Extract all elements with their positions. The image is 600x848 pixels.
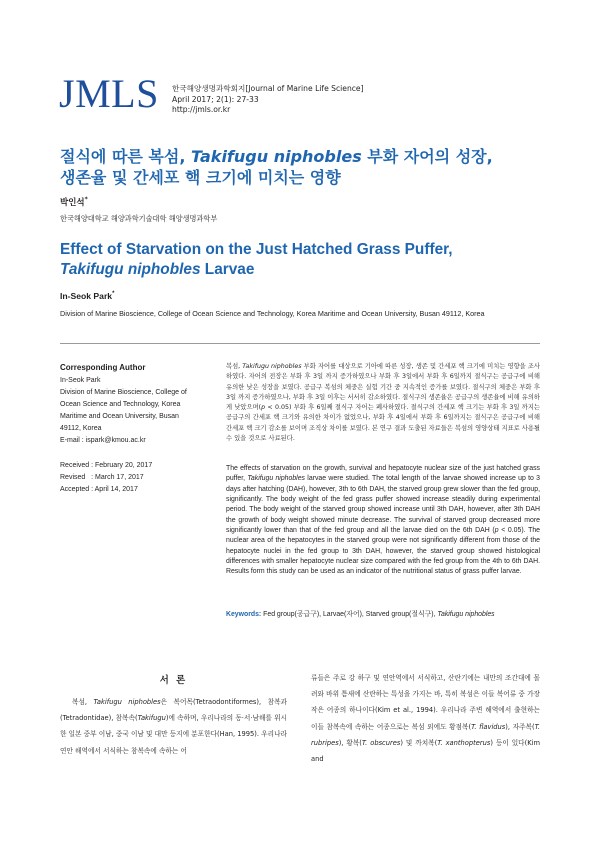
body-text: 복섬, bbox=[72, 698, 94, 706]
corr-line: Maritime and Ocean University, Busan bbox=[60, 413, 179, 420]
author-name: In-Seok Park bbox=[60, 291, 113, 301]
english-abstract bbox=[226, 464, 540, 578]
body-text: ) 및 까치복( bbox=[400, 738, 438, 747]
received-date: Received : February 20, 2017 bbox=[60, 462, 153, 469]
p-value-symbol: p bbox=[494, 527, 499, 535]
english-title-line1: Effect of Starvation on the Just Hatched Grass Puffer, bbox=[60, 241, 453, 258]
corr-line: In-Seok Park bbox=[60, 377, 101, 384]
species-name: Takifugu niphobles bbox=[242, 363, 302, 370]
corr-line: Division of Marine Bioscience, College of bbox=[60, 389, 187, 396]
body-text: 류들은 주로 강 하구 및 연안역에서 서식하고, 산란기에는 내만의 조간대에 몰려와 바위 틈새에 산란하는 특성을 가지는 바, 특히 복섬은 이들 복어류 중 가장 작은 어종의 하나이다(Kim et al., 1994). 우리나라 주변 해역에서 출현하는 이들 참복속에 속하는 어종으로는 복섬 외에도 황점복( bbox=[311, 674, 540, 731]
species-name: Takifugu niphobles bbox=[247, 475, 305, 483]
english-title-part: Larvae bbox=[200, 261, 255, 278]
korean-title-line2: 생존율 및 간세포 핵 크기에 미치는 영향 bbox=[60, 168, 341, 187]
corr-email[interactable]: E-mail : ispark@kmou.ac.kr bbox=[60, 437, 146, 444]
keywords-label: Keywords: bbox=[226, 611, 262, 618]
divider bbox=[60, 343, 540, 344]
body-text: )에 속하며, 우리나라의 동·서·남해를 위시한 일본 중부 이남, 중국 이남 및 대만 등지에 분포한다(Han, 1995). 우리나라 연안 해역에서 서식하는 참복속에 속하는 어 bbox=[60, 714, 287, 755]
abstract-text: 부화 자어를 대상으로 기아에 따른 성장, 생존 및 간세포 핵 크기에 미치는 영향을 조사하였다. 자어의 전장은 부화 후 3일 까지 증가하였으나 부화 후 3일에서 부화 후 6일까지 절식구는 공급구에 비해 유의한 낮은 성장을 보였다. 공급구 복섬의 체중은 실험 기간 중 지속적인 증가를 보였다. 절식구의 체중은 부화 후 3일 까지 증가하였으나, 부화 후 3일 이후는 서서히 감소하였다. 절식구의 생존율은 공급구의 생존율에 비해 유의하게 낮았으며( bbox=[226, 363, 541, 412]
author-name: 박인석 bbox=[60, 198, 85, 208]
english-title bbox=[60, 240, 540, 280]
journal-info bbox=[172, 84, 364, 116]
species-name: T. obscures bbox=[361, 738, 401, 747]
journal-name: 한국해양생명과학회지[Journal of Marine Life Science] bbox=[172, 84, 364, 93]
keywords-text: Fed group(공급구), Larvae(자어), Starved group(절식구), bbox=[261, 611, 438, 618]
korean-author bbox=[60, 196, 88, 208]
species-name: Takifugu niphobles bbox=[190, 147, 362, 166]
corr-line: 49112, Korea bbox=[60, 425, 102, 432]
abstract-text: < 0.05). The nuclear area of the hepatocytes in the starved group were not significantly different from those of the hepatocyte nuclei in the fed group to 3th DAH, however, the starved group showed histological differences with smaller hepatocyte nuclear size compared with the fed group from the 4th to 6th DAH. Results form this study can be used as an indicator of the nutritional status of grass puffer larvae. bbox=[226, 527, 540, 576]
author-mark: * bbox=[112, 291, 115, 298]
intro-column-right bbox=[311, 670, 540, 767]
section-heading: 서 론 bbox=[159, 675, 188, 686]
species-name: Takifugu niphobles bbox=[60, 261, 201, 278]
korean-abstract bbox=[226, 362, 540, 444]
korean-title bbox=[60, 146, 540, 188]
species-name: T. flavidus bbox=[471, 722, 506, 731]
abstract-text: 복섬, bbox=[226, 363, 243, 370]
dates-box bbox=[60, 460, 200, 496]
body-text: ), 자주복( bbox=[505, 722, 535, 731]
abstract-text: < 0.05) 부화 후 6일째 절식구 자어는 폐사하였다. 절식구의 간세포 핵 크기는 부화 후 3일 까지는 공급구의 간세포 핵 크기와 유의한 차이가 없었으나, 부화 후 4일에서 부화 후 6일까지는 절식구은 공급구에 비해 간세포 핵 크기 감소를 보이며 조직상 차이를 보였다. 본 연구 결과 도출된 자료들은 복섬의 영양상태 지표로 사용될 수 있을 것으로 사료된다. bbox=[226, 404, 540, 443]
species-name: Takifugu niphobles bbox=[437, 611, 495, 618]
journal-issue: April 2017; 2(1): 27-33 bbox=[172, 94, 259, 104]
p-value-symbol: p bbox=[261, 404, 266, 412]
english-affiliation: Division of Marine Bioscience, College of Ocean Science and Technology, Korea Maritime and Ocean University, Busan 49112, Korea bbox=[60, 309, 485, 318]
body-text: 은 복어목(Tetraodontiformes), 참복과(Tetradontidae), 참복속( bbox=[60, 698, 287, 723]
body-text: ), 황복( bbox=[338, 738, 362, 747]
korean-title-part: 부화 자어의 성장, bbox=[361, 147, 493, 166]
korean-title-part: 절식에 따른 복섬, bbox=[60, 147, 191, 166]
journal-url[interactable]: http://jmls.or.kr bbox=[172, 105, 231, 115]
species-name: T. xanthopterus bbox=[437, 738, 491, 747]
journal-logo: JMLS bbox=[59, 71, 159, 116]
abstract-text: The effects of starvation on the growth, survival and hepatocyte nuclear size of the just hatched grass puffer, bbox=[226, 465, 540, 483]
revised-date: Revised : March 17, 2017 bbox=[60, 474, 144, 481]
body-text: ) 등이 있다(Kim and bbox=[311, 738, 540, 764]
korean-affiliation: 한국해양대학교 해양과학기술대학 해양생명과학부 bbox=[60, 214, 218, 223]
corresponding-heading: Corresponding Author bbox=[60, 363, 146, 372]
keywords bbox=[226, 608, 540, 618]
abstract-text: larvae were studied. The total length of the larvae showed increase up to 3 days after hatching (DAH), however, 3th to 6th DAH, the starved group grew slower than the fed group, significantly. The body weight of the fed grass puffer showed increase steadily during experimental period. The body weight of the starved group showed increase until 3th DAH, however, after 3th DAH the growth of body weight showed minute decrease. The survival of starved group decreased more significantly lower than that of the fed group and all the larvae died on the 6th DAH ( bbox=[226, 475, 540, 535]
corresponding-author-box bbox=[60, 362, 200, 447]
accepted-date: Accepted : April 14, 2017 bbox=[60, 486, 138, 493]
species-name: T. rubripes bbox=[311, 722, 540, 747]
intro-column-left bbox=[60, 694, 287, 759]
species-name: Takifugu niphobles bbox=[93, 698, 161, 706]
corr-line: Ocean Science and Technology, Korea bbox=[60, 401, 181, 408]
author-mark: * bbox=[84, 196, 88, 204]
english-author bbox=[60, 291, 114, 301]
genus-name: Takifugu bbox=[137, 714, 166, 723]
